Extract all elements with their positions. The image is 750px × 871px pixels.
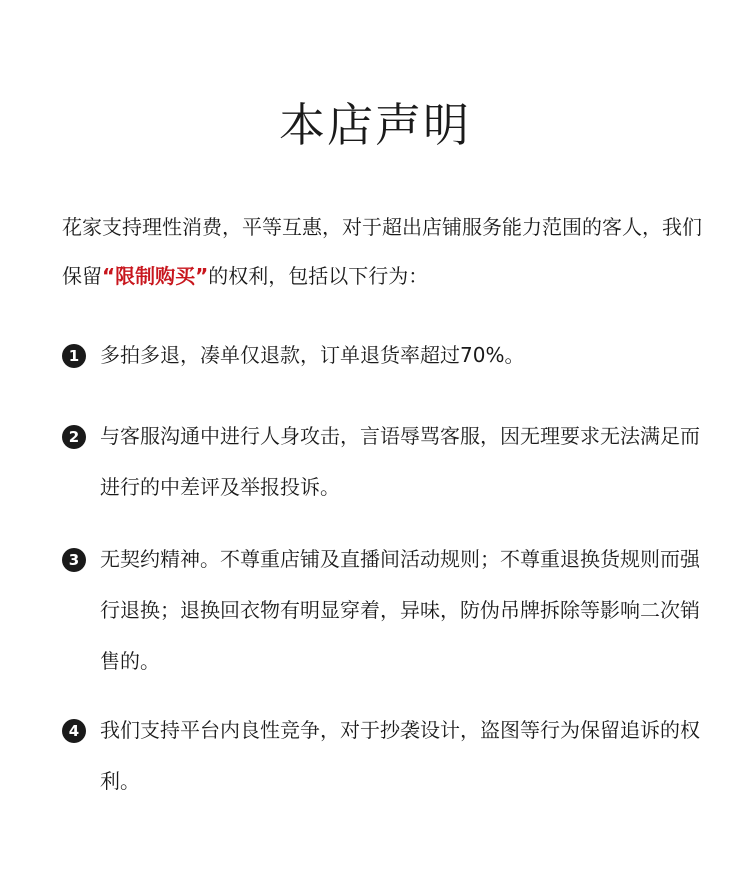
number-3-badge-icon: 3 [62,548,86,572]
number-1-badge-icon: 1 [62,344,86,368]
intro-text-start: 花家支持理性消费，平等互惠，对于超出店铺服务能力范围的客人，我们保留 [62,215,702,288]
intro-paragraph [62,203,702,301]
policy-item-text: 与客服沟通中进行人身攻击，言语辱骂客服，因无理要求无法满足而进行的中差评及举报投诉。 [100,424,700,499]
policy-item-3 [62,534,702,687]
restriction-highlight: “限制购买” [102,264,209,288]
intro-text-end: 的权利，包括以下行为： [208,264,429,288]
policy-item-2 [62,411,702,513]
policy-item-4 [62,705,702,807]
number-4-badge-icon: 4 [62,719,86,743]
page-title: 本店声明 [279,97,471,152]
policy-item-text: 无契约精神。不尊重店铺及直播间活动规则；不尊重退换货规则而强行退换；退换回衣物有明显穿着，异味，防伪吊牌拆除等影响二次销售的。 [100,547,700,673]
policy-item-text: 我们支持平台内良性竞争，对于抄袭设计，盗图等行为保留追诉的权利。 [100,718,700,793]
policy-item-text: 多拍多退，凑单仅退款，订单退货率超过70%。 [100,343,525,367]
policy-item-1 [62,330,702,381]
number-2-badge-icon: 2 [62,425,86,449]
